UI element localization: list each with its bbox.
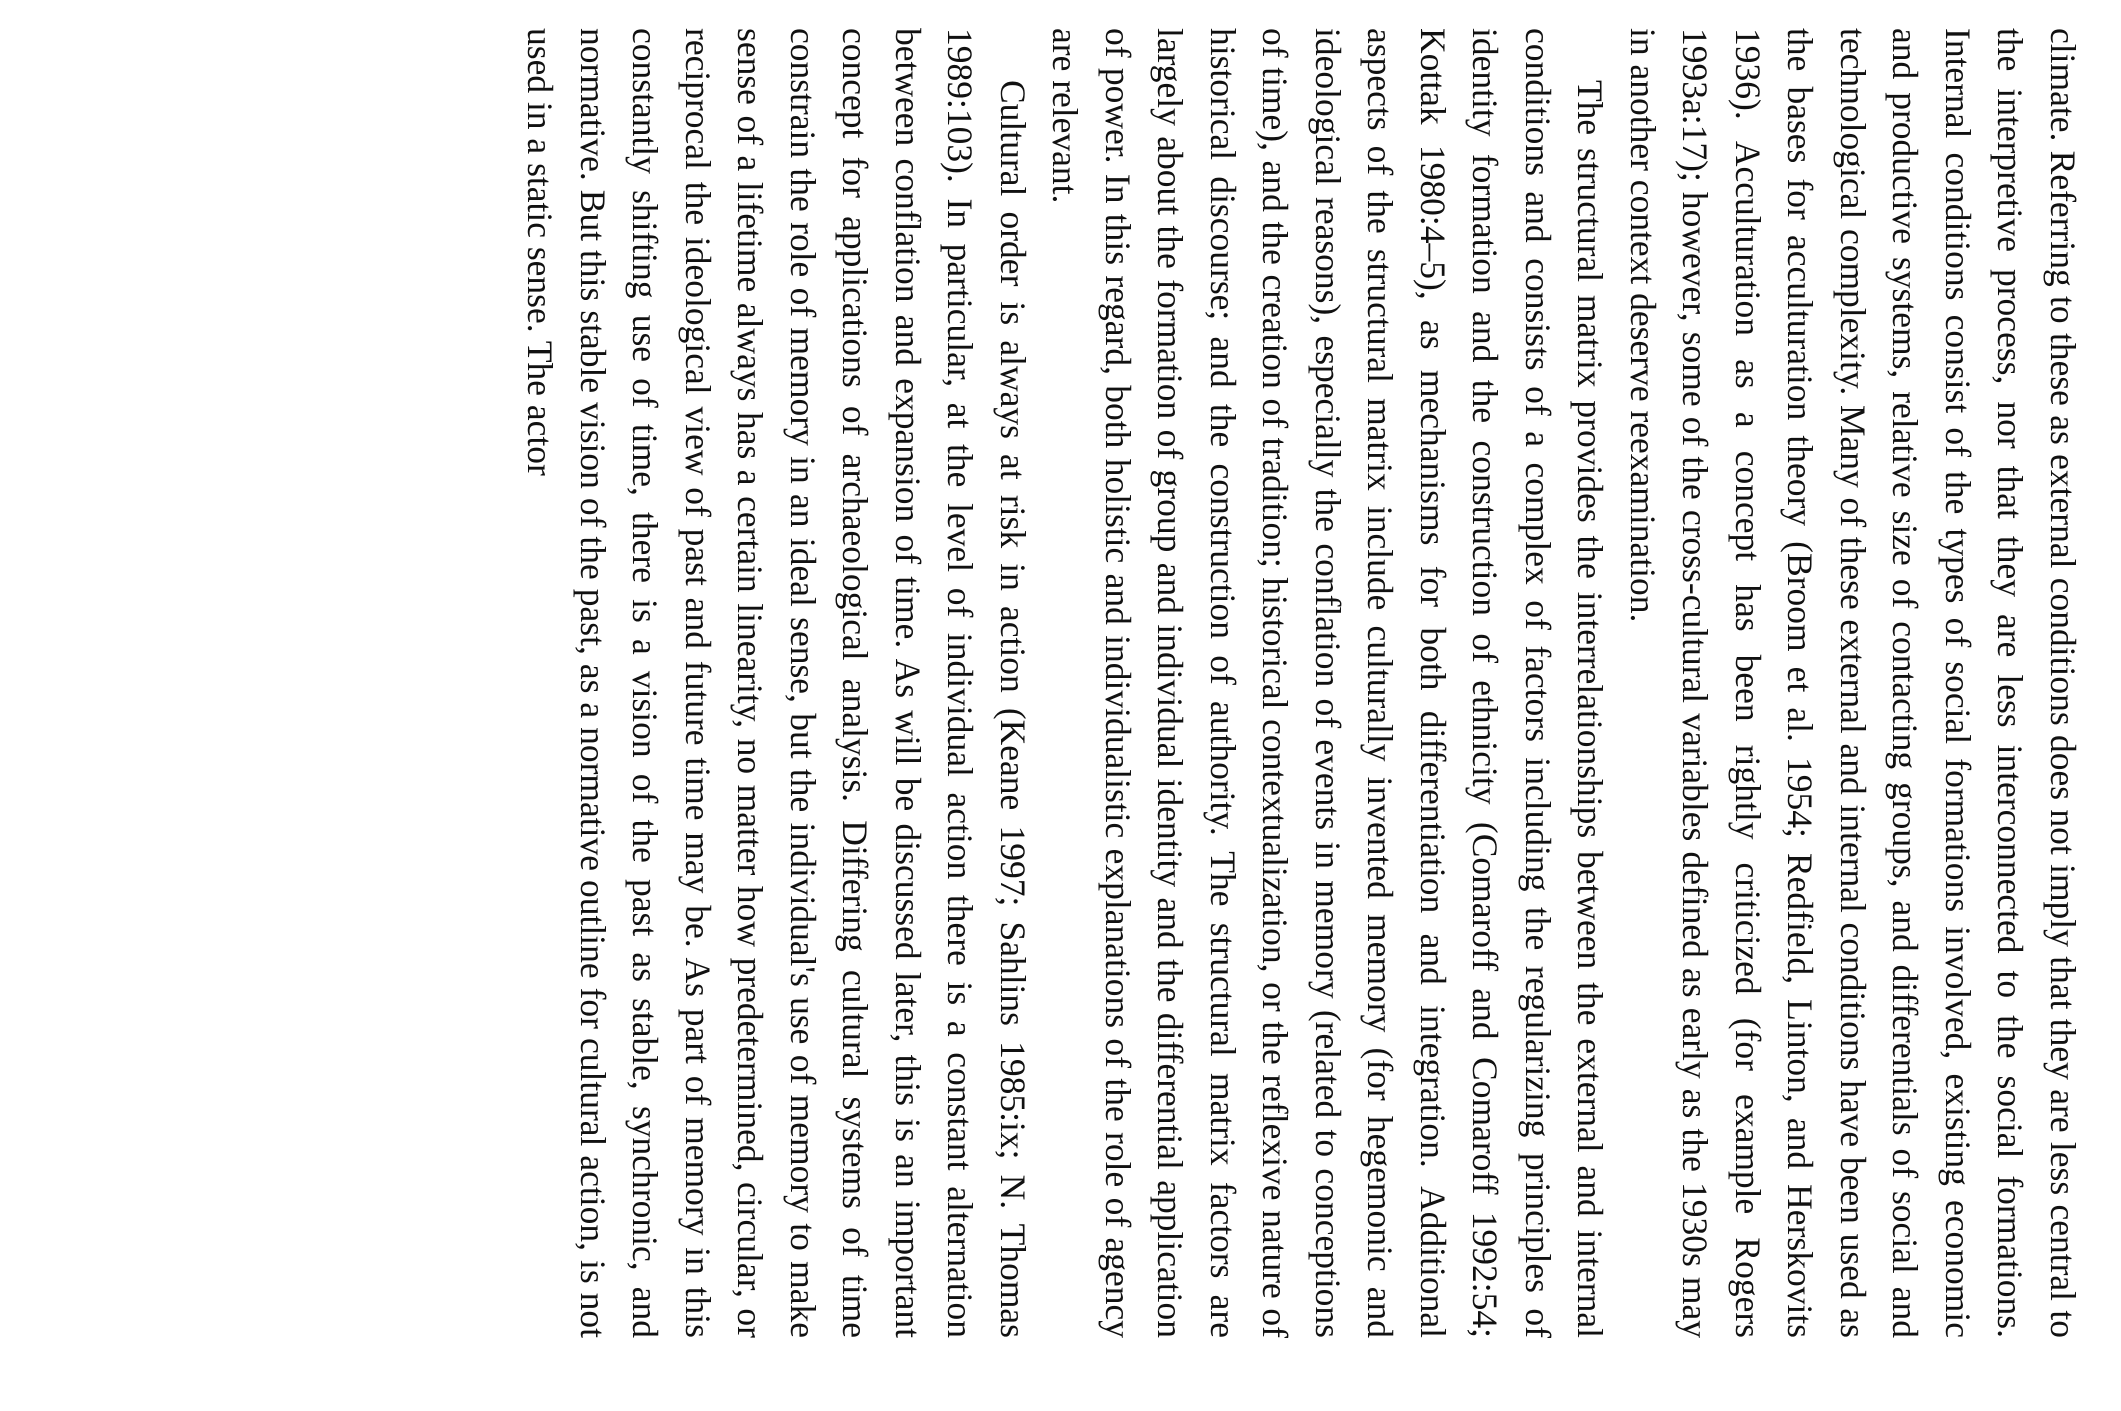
paragraph-2: The structural matrix provides the interrelationships between the external and internal conditions and consists of a complex of factors including the regularizing principles of identity formation and the construction of ethnicity (Comaroff and Comaroff 1992:54; Kottak 1980:4–5), as mechanisms for both differentiation and integration. Additional aspects of the structural matrix include culturally invented memory (for hegemonic and ideological reasons), especially the conflation of events in memory (related to conceptions of time), and the creation of tradition; historical contextualization, or the reflexive nature of historical discourse; and the construction of authority. The structural matrix factors are largely about the formation of group and individual identity and the differential application of power. In this regard, both holistic and individualistic explanations of the role of agency are relevant. xyxy=(1045,28,1611,1338)
paragraph-3: Cultural order is always at risk in action (Keane 1997; Sahlins 1985:ix; N. Thomas 1989:103). In particular, at the level of individual action there is a constant alternation between conflation and expansion of time. As will be discussed later, this is an important concept for applications of archaeological analysis. Differing cultural systems of time constrain the role of memory in an ideal sense, but the individual's use of memory to make sense of a lifetime always has a certain linearity, no matter how predetermined, circular, or reciprocal the ideological view of past and future time may be. As part of memory in this constantly shifting use of time, there is a vision of the past as stable, synchronic, and normative. But this stable vision of the past, as a normative outline for cultural action, is not used in a static sense. The actor xyxy=(520,28,1033,1338)
body-text xyxy=(514,28,2089,1338)
paragraph-1: climate. Referring to these as external conditions does not imply that they are less central to the interpretive process, nor that they are less interconnected to the social formations. Internal conditions consist of the types of social formations involved, existing economic and productive systems, relative size of contacting groups, and differentials of social and technological complexity. Many of these external and internal conditions have been used as the bases for acculturation theory (Broom et al. 1954; Redfield, Linton, and Herskovits 1936). Acculturation as a concept has been rightly criticized (for example Rogers 1993a:17); however, some of the cross-cultural variables defined as early as the 1930s may in another context deserve reexamination. xyxy=(1623,28,2083,1338)
page-crop-edge xyxy=(0,0,41,1411)
